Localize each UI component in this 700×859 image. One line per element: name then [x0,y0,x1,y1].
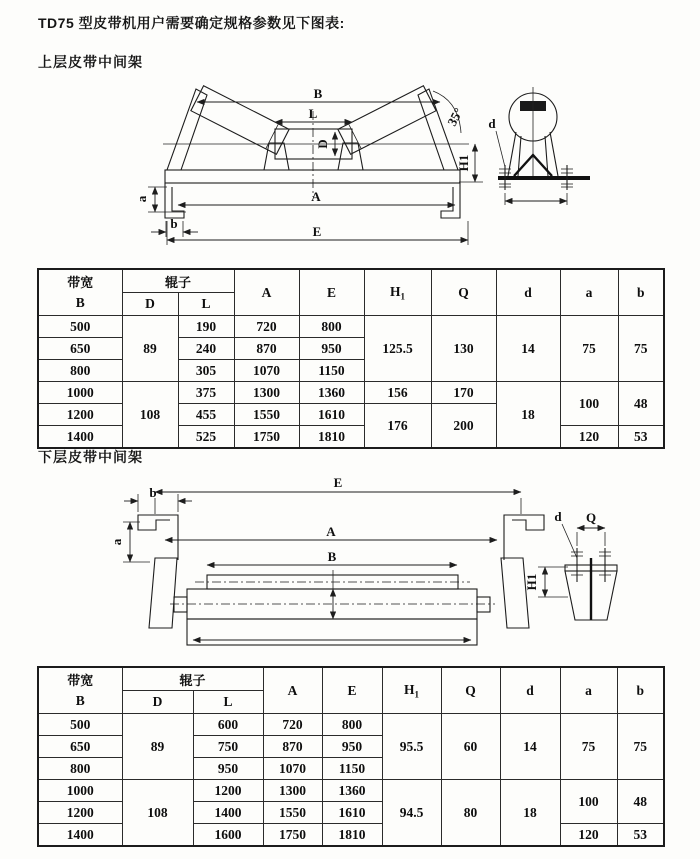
header-H1: $H_1$ [364,269,431,316]
table-cell: 800 [299,316,364,338]
table-cell: 53 [617,824,664,847]
table-cell: 1000 [38,382,122,404]
table-cell: 1750 [234,426,299,449]
dim-label-b: b [170,216,178,231]
table-row [38,780,664,802]
table-cell: 120 [560,426,618,449]
header-A: A [234,269,299,316]
table-cell: 1610 [299,404,364,426]
table-cell: 800 [38,758,122,780]
header-E: E [299,269,364,316]
table-cell: 1300 [234,382,299,404]
table-cell: 1810 [322,824,382,847]
dimension-lines-lower [123,492,521,640]
table-cell: 650 [38,338,122,360]
table-cell: 1070 [263,758,322,780]
dim-label-H1: H1 [456,154,471,172]
dim-label-B: B [313,86,323,101]
header-a: a [560,269,618,316]
table-header-row [38,269,664,293]
table-cell: 455 [178,404,234,426]
upper-parameters-table [37,268,665,449]
header-roller-D: D [122,691,193,714]
table-cell: 1300 [263,780,322,802]
header-A: A [263,667,322,714]
base-plate [498,176,590,180]
header-b: b [618,269,664,316]
table-cell: 75 [560,714,617,780]
table-cell: 1150 [299,360,364,382]
table-cell: 1200 [193,780,263,802]
header-bandwidth: 带宽 B [38,667,122,714]
table-cell: 75 [617,714,664,780]
table-cell: 1400 [38,824,122,847]
table-cell: 60 [441,714,500,780]
table-cell: 14 [500,714,560,780]
table-cell: 950 [193,758,263,780]
dim-label-Q: Q [585,510,597,525]
table-cell: 500 [38,316,122,338]
table-cell: 950 [322,736,382,758]
table-cell: 94.5 [382,780,441,847]
table-cell: 190 [178,316,234,338]
table-cell: 1000 [38,780,122,802]
table-cell: 870 [263,736,322,758]
table-cell: 500 [38,714,122,736]
table-cell: 800 [38,360,122,382]
table-cell: 720 [263,714,322,736]
table-cell: 89 [122,316,178,382]
table-cell: 125.5 [364,316,431,382]
table-cell: 18 [496,382,560,449]
table-cell: 176 [364,404,431,449]
header-Q: Q [431,269,496,316]
table-cell: 1200 [38,802,122,824]
header-roller: 辊子 [122,667,263,691]
table-cell: 170 [431,382,496,404]
angle-label: 35° [444,105,466,129]
lower-frame-diagram [100,470,660,665]
table-cell: 120 [560,824,617,847]
dim-label-H1: H1 [524,573,539,591]
section-heading-lower: 下层皮带中间架 [38,449,143,465]
header-d: d [500,667,560,714]
table-cell: 80 [441,780,500,847]
table-cell: 870 [234,338,299,360]
header-d: d [496,269,560,316]
table-cell: 1400 [193,802,263,824]
return-frame-front-view [138,515,544,645]
table-cell: 100 [560,780,617,824]
table-cell: 14 [496,316,560,382]
upper-frame-diagram [55,75,675,262]
dim-label-a: a [109,538,124,546]
header-roller-L: L [193,691,263,714]
table-cell: 240 [178,338,234,360]
table-cell: 1550 [263,802,322,824]
dim-label-E: E [312,224,322,239]
lower-parameters-table [37,666,665,847]
table-cell: 108 [122,382,178,449]
table-cell: 1750 [263,824,322,847]
table-cell: 48 [617,780,664,824]
table-cell: 1600 [193,824,263,847]
table-cell: 1150 [322,758,382,780]
header-b: b [617,667,664,714]
header-roller-D: D [122,293,178,316]
table-row [38,316,664,338]
dim-label-L: L [308,106,318,121]
table-cell: 200 [431,404,496,449]
header-roller-L: L [178,293,234,316]
table-cell: 800 [322,714,382,736]
header-roller: 辊子 [122,269,234,293]
table-cell: 48 [618,382,664,426]
table-cell: 1810 [299,426,364,449]
dim-label-D: D [315,139,330,149]
table-cell: 75 [618,316,664,382]
idler-side-view [496,87,590,205]
table-cell: 18 [500,780,560,847]
header-E: E [322,667,382,714]
table-cell: 75 [560,316,618,382]
dim-label-b: b [149,485,157,500]
dim-label-a: a [134,195,149,203]
table-cell: 950 [299,338,364,360]
dim-label-A: A [311,189,321,204]
table-cell: 1360 [299,382,364,404]
hanger-side-view [538,524,617,620]
table-cell: 525 [178,426,234,449]
table-cell: 108 [122,780,193,847]
table-cell: 89 [122,714,193,780]
dim-label-A: A [326,524,336,539]
dim-label-E: E [333,475,343,490]
table-cell: 750 [193,736,263,758]
table-cell: 1400 [38,426,122,449]
table-cell: 305 [178,360,234,382]
dim-label-B: B [327,549,337,564]
table-cell: 1070 [234,360,299,382]
header-Q: Q [441,667,500,714]
header-bandwidth: 带宽 B [38,269,122,316]
table-header-row [38,667,664,691]
table-cell: 1360 [322,780,382,802]
table-cell: 1200 [38,404,122,426]
table-cell: 720 [234,316,299,338]
table-row [38,714,664,736]
table-cell: 600 [193,714,263,736]
dim-label-d: d [488,116,496,131]
table-cell: 156 [364,382,431,404]
header-a: a [560,667,617,714]
table-cell: 53 [618,426,664,449]
table-cell: 1550 [234,404,299,426]
table-row [38,382,664,404]
table-cell: 1610 [322,802,382,824]
table-cell: 130 [431,316,496,382]
page-title: TD75 型皮带机用户需要确定规格参数见下图表: [38,15,345,31]
table-cell: 375 [178,382,234,404]
header-H1: $H_1$ [382,667,441,714]
section-heading-upper: 上层皮带中间架 [38,54,143,70]
table-cell: 95.5 [382,714,441,780]
table-cell: 650 [38,736,122,758]
dim-label-d: d [554,509,562,524]
table-cell: 100 [560,382,618,426]
